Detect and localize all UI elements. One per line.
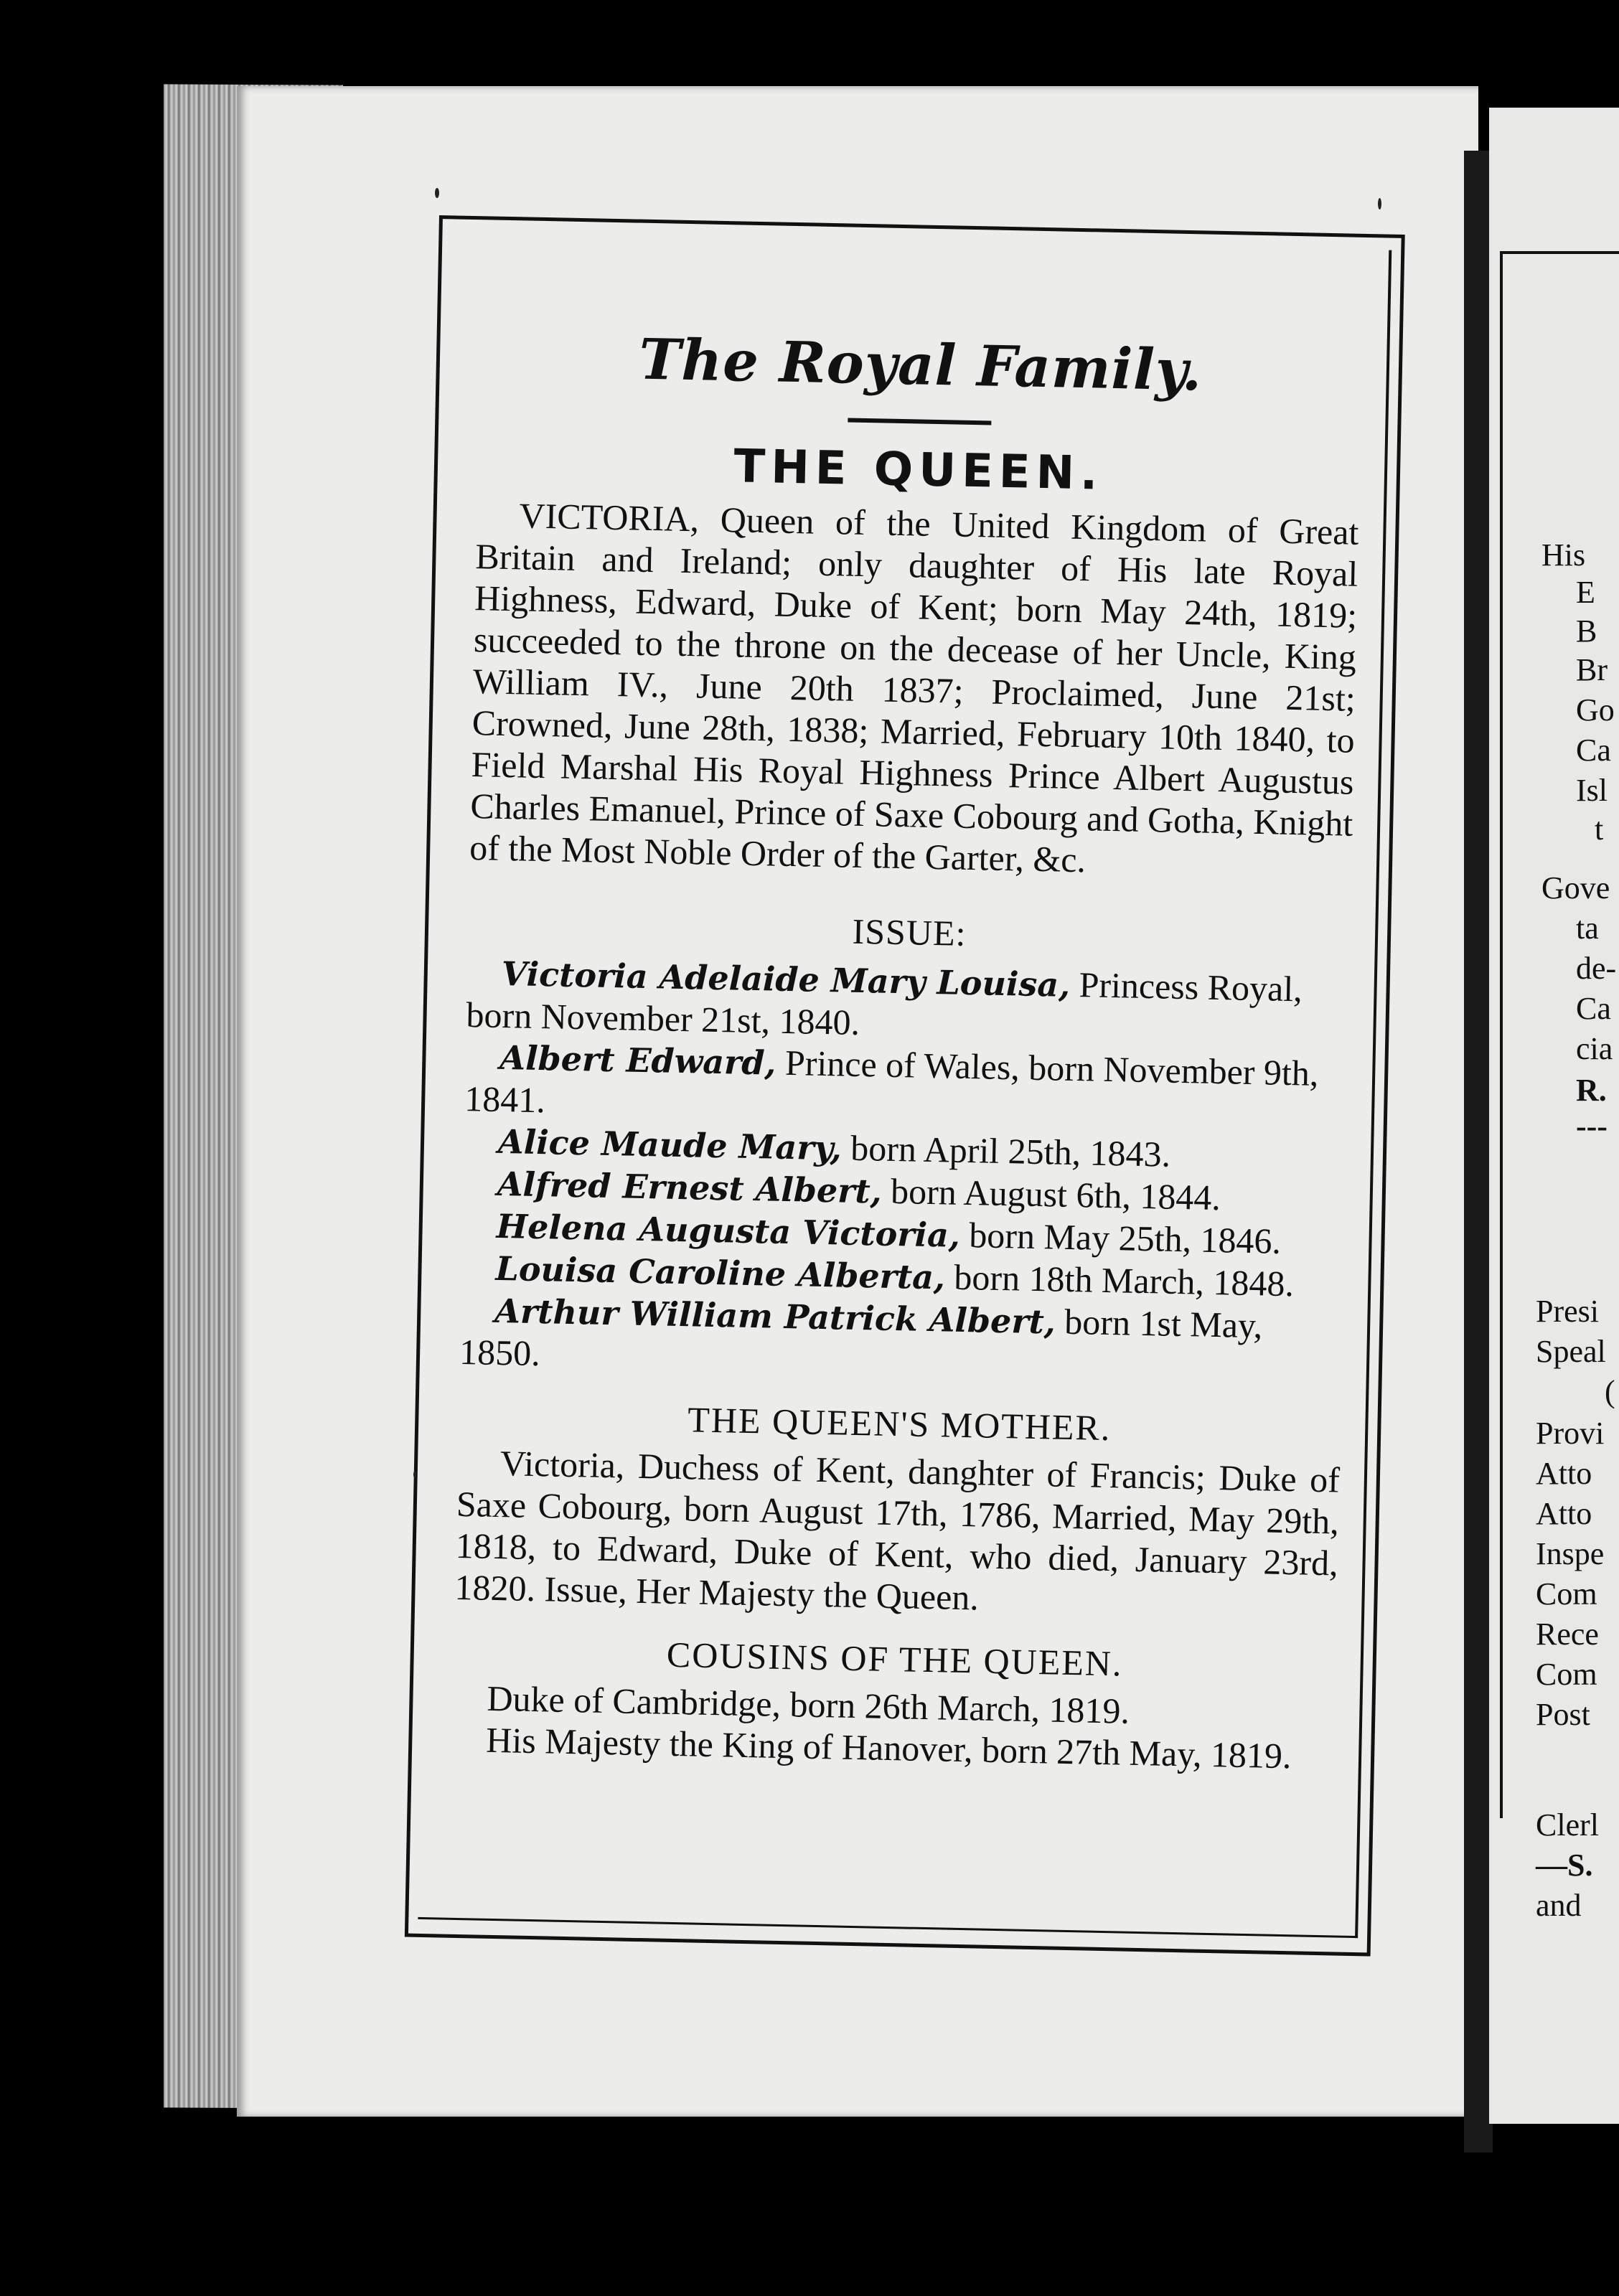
facing-fragment: Atto xyxy=(1536,1496,1592,1531)
facing-fragment: His xyxy=(1541,537,1586,573)
child-name: Helena Augusta Victoria, xyxy=(496,1206,961,1255)
page-content xyxy=(451,324,1363,1777)
facing-fragment: Com xyxy=(1536,1657,1597,1692)
facing-fragment: Provi xyxy=(1536,1416,1605,1451)
book-gutter xyxy=(1464,151,1493,2152)
queen-paragraph: VICTORIA, Queen of the United Kingdom of Great Britain and Ireland; only daughter of His late Royal Highness, Edward, Duke of Kent; born May 24th, 1819; succeeded to the throne on the decease of her Uncle, King William IV., June 20th 1837; Proclaimed, June 21st; Crowned, June 28th, 1838; Married, February 10th 1840, to Field Marshal His Royal Highness Prince Albert Augustus Charles Emanuel, Prince of Saxe Cobourg and Gotha, Knight of the Most Noble Order of the Garter, &c. xyxy=(469,495,1359,880)
facing-fragment: Speal xyxy=(1536,1334,1606,1369)
facing-fragment: Inspe xyxy=(1536,1536,1605,1571)
facing-fragment: Go xyxy=(1576,692,1615,728)
queen-heading: THE QUEEN. xyxy=(733,440,1104,501)
cousin-item: Duke of Cambridge, born 26th March, 1819. xyxy=(486,1678,1130,1731)
facing-fragment: B xyxy=(1576,613,1597,649)
facing-fragment: Rece xyxy=(1536,1617,1599,1652)
child-details: born April 25th, 1843. xyxy=(841,1127,1171,1175)
issue-list xyxy=(459,951,1351,1391)
facing-fragment: Atto xyxy=(1536,1456,1592,1491)
facing-fragment: Gove xyxy=(1541,870,1610,905)
page-title: The Royal Family. xyxy=(638,326,1203,404)
paper-speck xyxy=(1378,198,1381,210)
issue-heading: ISSUE: xyxy=(852,911,967,954)
facing-fragment: --- xyxy=(1576,1109,1608,1144)
child-details: born May 25th, 1846. xyxy=(959,1214,1282,1261)
facing-fragment: Ca xyxy=(1576,733,1611,768)
facing-fragment: Presi xyxy=(1536,1294,1599,1329)
title-rule xyxy=(848,418,991,425)
facing-fragment: R. xyxy=(1576,1073,1607,1108)
child-details: Princess Royal, born November 21st, 1840. xyxy=(466,964,1303,1043)
facing-fragment: de- xyxy=(1576,951,1617,986)
child-name: Albert Edward, xyxy=(499,1038,777,1083)
facing-fragment: Post xyxy=(1536,1697,1590,1732)
cousin-item: His Majesty the King of Hanover, born 27th May, 1819. xyxy=(485,1719,1292,1777)
facing-fragment: t xyxy=(1595,811,1604,847)
paper-speck xyxy=(435,188,439,198)
facing-fragment: E xyxy=(1576,575,1595,610)
child-details: born 1st May, 1850. xyxy=(459,1301,1263,1374)
page-frame xyxy=(403,215,1443,2008)
child-details: born August 6th, 1844. xyxy=(881,1170,1221,1218)
facing-fragment: cia xyxy=(1576,1031,1613,1066)
facing-fragment: and xyxy=(1536,1888,1582,1923)
child-details: Prince of Wales, born November 9th, 1841. xyxy=(464,1042,1319,1121)
facing-fragment: Ca xyxy=(1576,991,1611,1026)
facing-fragment: —S. xyxy=(1536,1848,1593,1883)
cousins-heading: COUSINS OF THE QUEEN. xyxy=(666,1634,1124,1684)
mother-paragraph: Victoria, Duchess of Kent, danghter of Francis; Duke of Saxe Cobourg, born August 17th, 1786, Married, May 29th, 1818, to Edward, Duke of Kent, who died, January 23rd, 1820. Issue, Her Majesty the Queen. xyxy=(454,1443,1341,1618)
child-name: Louisa Caroline Alberta, xyxy=(495,1248,946,1297)
facing-fragment: Com xyxy=(1536,1576,1597,1612)
child-name: Alfred Ernest Albert, xyxy=(497,1164,883,1211)
facing-fragment: ta xyxy=(1576,911,1599,946)
facing-fragment: ( xyxy=(1605,1374,1615,1409)
facing-fragment: Clerl xyxy=(1536,1807,1599,1843)
paper-speck xyxy=(413,1471,416,1478)
mother-heading: THE QUEEN'S MOTHER. xyxy=(687,1399,1112,1449)
child-details: born 18th March, 1848. xyxy=(944,1256,1295,1304)
child-name: Arthur William Patrick Albert, xyxy=(494,1291,1056,1342)
child-name: Alice Maude Mary, xyxy=(497,1121,843,1168)
facing-fragment: Isl xyxy=(1576,773,1608,808)
child-name: Victoria Adelaide Mary Louisa, xyxy=(501,954,1071,1004)
issue-item xyxy=(459,1289,1343,1391)
facing-fragment: Br xyxy=(1576,652,1608,687)
